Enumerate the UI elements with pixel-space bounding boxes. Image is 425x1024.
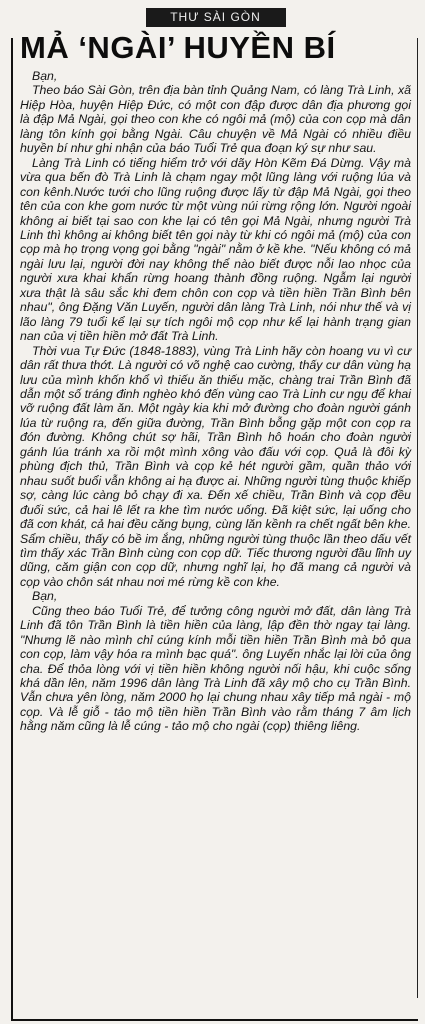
column-rule-bottom: [11, 1019, 418, 1021]
column-rule-left: [11, 38, 13, 1020]
column-rule-right: [417, 38, 419, 998]
salutation-second: Bạn,: [32, 589, 58, 604]
paragraph-conclusion: Cũng theo báo Tuổi Trẻ, để tưởng công người mở đất, dân làng Trà Linh đã tôn Trần Bình là tiền hiền của làng, lập đền thờ ngay tại làng. "Nhưng lẽ nào mình chỉ cúng kính mỗi tiền hiền Trần Bình mà bỏ qua con cọp, làm vậy hóa ra mình bạc quá". ông Luyến nhắc lại lời của ông cha. Để thỏa lòng với vị tiền hiền không người nối hậu, khi cuộc sống khá dần lên, năm 1996 dân làng Trà Linh đã xây mộ cho cụ Trần Bình. Vẫn chưa yên lòng, năm 2000 họ lại chung nhau xây tiếp mả ngài - mộ cọp. Và lễ giỗ - tảo mộ tiền hiền Trần Bình vào rằm tháng 7 âm lịch hằng năm cũng là lễ cúng - tảo mộ cho ngài (cọp) thiêng liêng.: [20, 603, 411, 734]
paragraph-intro: Theo báo Sài Gòn, trên địa bàn tỉnh Quảng Nam, có làng Trà Linh, xã Hiệp Hòa, huyện Hiệp Đức, có một con đập được dân địa phương gọi là đập Mả Ngài, gọi theo con khe có ngôi mả (mộ) của con cọp mà dân làng tôn kính gọi bằng Ngài. Câu chuyện về Mả Ngài có nhiều điều huyền bí như ghi nhận của báo Tuổi Trẻ qua đoạn ký sự như sau.: [20, 83, 411, 156]
paragraph-legend: Thời vua Tự Đức (1848-1883), vùng Trà Linh hãy còn hoang vu vì cư dân rất thưa thớt. Là người có võ nghệ cao cường, thấy cư dân vùng hạ lưu của mình khốn khổ vì thiếu ăn thiếu mặc, chàng trai Trần Bình đã dẫn một số tráng đinh nghèo khó đến vùng cao Trà Linh cư ngụ để khai vỡ ruộng đất làm ăn. Một ngày kia khi mở đường cho đoàn người gánh lúa từ ruộng ra, đến giữa đường, Trần Bình bỗng gặp một con cọp ra đón đường. Không chút sợ hãi, Trần Bình hô hoán cho đoàn người gánh lúa tránh xa rồi một mình xông vào đấu với cọp. Quả là đôi kỳ phùng địch thủ, Trần Bình và cọp kẻ hét người gầm, quần thảo với nhau suốt buổi vẫn không ai hạ được ai. Những người tùng thuộc khiếp sợ, càng lúc càng bỏ chạy đi xa. Đến xế chiều, Trần Bình và cọp đều đuối sức, cả hai lê lết ra khe tìm nước uống. Đã kiệt sức, lại uống cho đã cơn khát, cả hai đều căng bụng, cùng lăn kềnh ra chết ngất bên khe. Sẩm chiều, thấy có bề im ắng, những người tùng thuộc lần theo dấu vết tìm thấy xác Trần Bình cùng con cọp dữ. Tiếc thương người đầu lĩnh uy dũng, căm giận con cọp dữ, nhưng nghĩ lại, họ đã mang cả người và cọp vào chôn sát nhau nơi mé rừng kề con khe.: [20, 343, 411, 589]
article-body: [20, 69, 411, 734]
column-tag: THƯ SÀI GÒN: [146, 8, 286, 27]
paragraph-village: Làng Trà Linh có tiếng hiểm trở với dãy Hòn Kẽm Đá Dừng. Vậy mà vừa qua bến đò Trà Linh là chạm ngay một lũng làng với ruộng lúa và con kênh.Nước tưới cho lũng ruộng được lấy từ đập Mả Ngài, gọi theo tên của con khe gom nước từ một vùng núi rừng rộng lớn. Người ngoài không ai biết tại sao con khe lại có tên gọi Mả Ngài, nhưng người Trà Linh thì không ai không biết tên gọi này từ khi có ngôi mả (mộ) của con cọp mà họ trọng vọng gọi bằng "ngài" nằm ở kề khe. "Nếu không có mả ngài lưu lại, người đời nay không thể nào biết được nỗi lao nhọc của người xưa khai khẩn rừng hoang thành đồng ruộng. Ngẫm lại người xưa thật là sâu sắc khi đem chôn con cọp và tiền hiền Trần Bình bên nhau", ông Đặng Văn Luyến, người dân làng Trà Linh, nói như thế và vị lão làng 79 tuổi kể lại sự tích ngôi mộ cọp như kể lại hành trạng gian nan của vị tiền hiền mở đất Trà Linh.: [20, 155, 411, 344]
article-headline: MẢ ‘NGÀI’ HUYỀN BÍ: [20, 30, 336, 65]
salutation: Bạn,: [32, 69, 58, 83]
